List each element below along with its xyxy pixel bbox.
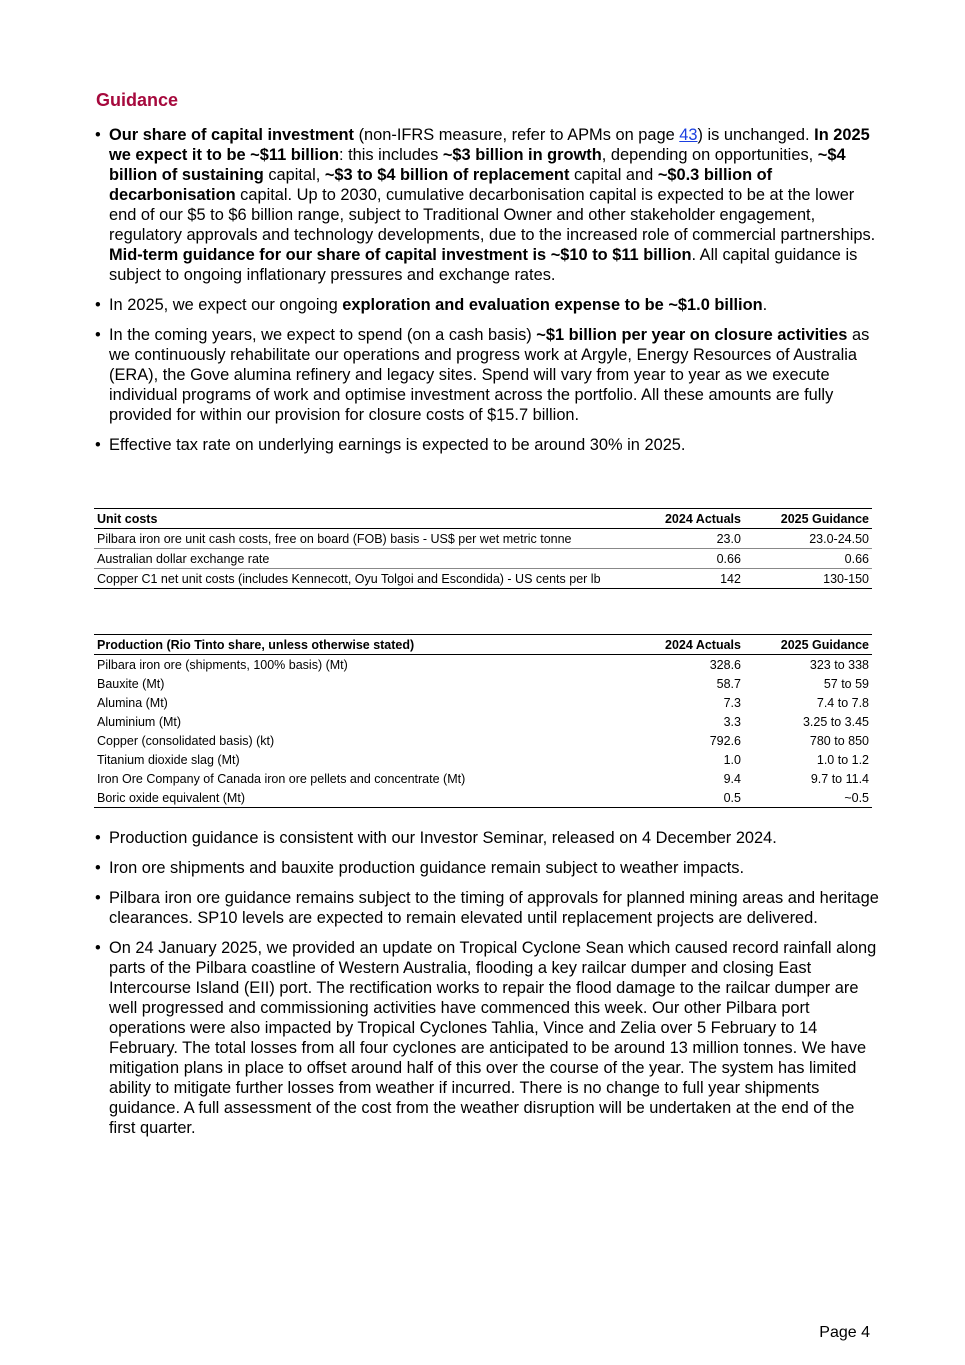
bullet-item [90,125,880,285]
bullet-text: , depending on opportunities, [601,146,818,164]
production-row [94,693,872,712]
unit-cost-row [94,549,872,569]
row-label: Aluminium (Mt) [97,714,182,729]
value-2024-actuals: 142 [626,569,744,589]
bullet-marker: • [95,829,101,847]
bullet-text-bold: ~$4 billion of sustaining [109,146,846,184]
bullet-text-bold: ~$0.3 billion of decarbonisation [109,166,773,204]
bullet-marker: • [95,859,101,877]
value-2024-actuals: 3.3 [723,714,741,729]
header-2025-guidance: 2025 Guidance [744,509,872,529]
page-number: Page 4 [819,1324,870,1341]
value-2024-actuals: 7.3 [723,695,741,710]
value-2025-guidance: 0.66 [744,549,872,569]
bullet-marker: • [95,436,101,454]
bullet-text: Effective tax rate on underlying earnings is expected to be around 30% in 2025. [109,436,686,454]
row-label: Pilbara iron ore (shipments, 100% basis) (Mt) [97,657,348,672]
value-2024-actuals: 1.0 [723,752,741,767]
bullet-marker: • [95,296,101,314]
bullet-text-bold: In 2025 we expect it to be ~$11 billion [109,126,870,164]
header-unit-costs: Unit costs [94,509,626,529]
value-2025-guidance: 780 to 850 [809,733,869,748]
bullet-item [90,295,880,315]
value-2025-guidance: 7.4 to 7.8 [816,695,869,710]
production-row [94,674,872,693]
guidance-bullet-list [90,125,880,465]
bullet-text-bold: ~$3 billion in growth [442,146,602,164]
bullet-item [90,828,880,848]
bullet-text: On 24 January 2025, we provided an update on Tropical Cyclone Sean which caused record rainfall along parts of the Pilbara coastline of Western Australia, flooding a key railcar dumper and closing East Intercourse Island (EII) port. The rectification works to repair the flood damage to the railcar dumper are well progressed and commissioning activities have commenced this week. Our other Pilbara port operations were also impacted by Tropical Cyclones Tahlia, Vince and Zelia over 5 February to 14 February. The total losses from all four cyclones are anticipated to be around 13 million tonnes. We have mitigation plans in place to offset around half of this over the course of the year. The system has limited ability to mitigate further losses from weather if incurred. There is no change to full year shipments guidance. A full assessment of the cost from the weather disruption will be undertaken at the end of the first quarter. [109,939,877,1137]
value-2024-actuals: 58.7 [716,676,741,691]
bullet-text: Pilbara iron ore guidance remains subject to the timing of approvals for planned mining areas and heritage clearances. SP10 levels are expected to remain elevated until replacement projects are delivered. [109,889,879,927]
value-2025-guidance: ~0.5 [744,788,872,808]
value-2025-guidance: 57 to 59 [823,676,869,691]
header-production: Production (Rio Tinto share, unless otherwise stated) [94,635,626,655]
row-label: Copper (consolidated basis) (kt) [97,733,275,748]
bullet-marker: • [95,326,101,344]
production-table [94,634,872,808]
bullet-item [90,435,880,455]
bullet-text: capital. Up to 2030, cumulative decarbonisation capital is expected to be at the lower end of our $5 to $6 billion range, subject to Traditional Owner and other stakeholder engagement, regulatory approvals and technology developments, due to the increased role of commercial partnerships. [109,186,876,244]
bullet-item [90,858,880,878]
production-row [94,750,872,769]
header-2025-guidance: 2025 Guidance [744,635,872,655]
value-2024-actuals: 328.6 [709,657,741,672]
value-2025-guidance: 323 to 338 [809,657,869,672]
bullet-item [90,938,880,1138]
bullet-marker: • [95,889,101,907]
row-label: Boric oxide equivalent (Mt) [94,788,626,808]
bullet-text: In the coming years, we expect to spend (on a cash basis) [109,326,537,344]
bullet-text: capital, [263,166,325,184]
production-row [94,769,872,788]
value-2024-actuals: 23.0 [626,529,744,549]
bullet-text-bold: exploration and evaluation expense to be ~$1.0 billion [342,296,763,314]
bullet-text: In 2025, we expect our ongoing [109,296,343,314]
value-2024-actuals: 0.5 [626,788,744,808]
header-2024-actuals: 2024 Actuals [626,635,744,655]
section-heading: Guidance [96,90,179,110]
bullet-marker: • [95,126,101,144]
bullet-item [90,888,880,928]
bullet-text: : this includes [339,146,443,164]
bullet-text-bold: Our share of capital investment [109,126,355,144]
bullet-text: (non-IFRS measure, refer to APMs on page [354,126,680,144]
row-label: Alumina (Mt) [97,695,168,710]
bullet-text-bold: Mid-term guidance for our share of capital investment is ~$10 to $11 billion [109,246,692,264]
header-2024-actuals: 2024 Actuals [626,509,744,529]
unit-costs-table [94,508,872,589]
bullet-text: ) is unchanged. [697,126,815,144]
value-2025-guidance: 1.0 to 1.2 [816,752,869,767]
production-row [94,731,872,750]
unit-cost-row [94,569,872,589]
bullet-text: Production guidance is consistent with our Investor Seminar, released on 4 December 2024. [109,829,777,847]
page-reference-link[interactable]: 43 [679,126,698,144]
production-row [94,788,872,808]
bullet-marker: • [95,939,101,957]
bullet-item [90,325,880,425]
row-label: Pilbara iron ore unit cash costs, free on board (FOB) basis - US$ per wet metric tonne [94,529,626,549]
bullet-text: capital and [569,166,658,184]
row-label: Bauxite (Mt) [97,676,165,691]
value-2025-guidance: 9.7 to 11.4 [810,771,869,786]
value-2024-actuals: 792.6 [709,733,741,748]
value-2025-guidance: 23.0-24.50 [744,529,872,549]
table-header-row [94,635,872,655]
value-2025-guidance: 3.25 to 3.45 [802,714,869,729]
bullet-text: as we continuously rehabilitate our operations and progress work at Argyle, Energy Resources of Australia (ERA), the Gove alumina refinery and legacy sites. Spend will vary from year to year as we execute individual programs of work and optimise investment across the portfolio. All these amounts are fully provided for within our provision for closure costs of $15.7 billion. [109,326,870,424]
value-2024-actuals: 9.4 [723,771,741,786]
row-label: Titanium dioxide slag (Mt) [97,752,240,767]
table-header-row [94,509,872,529]
production-notes-list [90,828,880,1148]
bullet-text-bold: ~$3 to $4 billion of replacement [324,166,570,184]
value-2025-guidance: 130-150 [744,569,872,589]
bullet-text: . All capital guidance is subject to ongoing inflationary pressures and exchange rates. [109,246,858,284]
bullet-text: Iron ore shipments and bauxite production guidance remain subject to weather impacts. [109,859,745,877]
unit-cost-row [94,529,872,549]
value-2024-actuals: 0.66 [626,549,744,569]
bullet-text-bold: ~$1 billion per year on closure activities [536,326,848,344]
bullet-text: . [762,296,768,314]
production-row [94,712,872,731]
row-label: Copper C1 net unit costs (includes Kennecott, Oyu Tolgoi and Escondida) - US cents per lb [94,569,626,589]
row-label: Iron Ore Company of Canada iron ore pellets and concentrate (Mt) [97,771,466,786]
production-row [94,655,872,675]
row-label: Australian dollar exchange rate [94,549,626,569]
